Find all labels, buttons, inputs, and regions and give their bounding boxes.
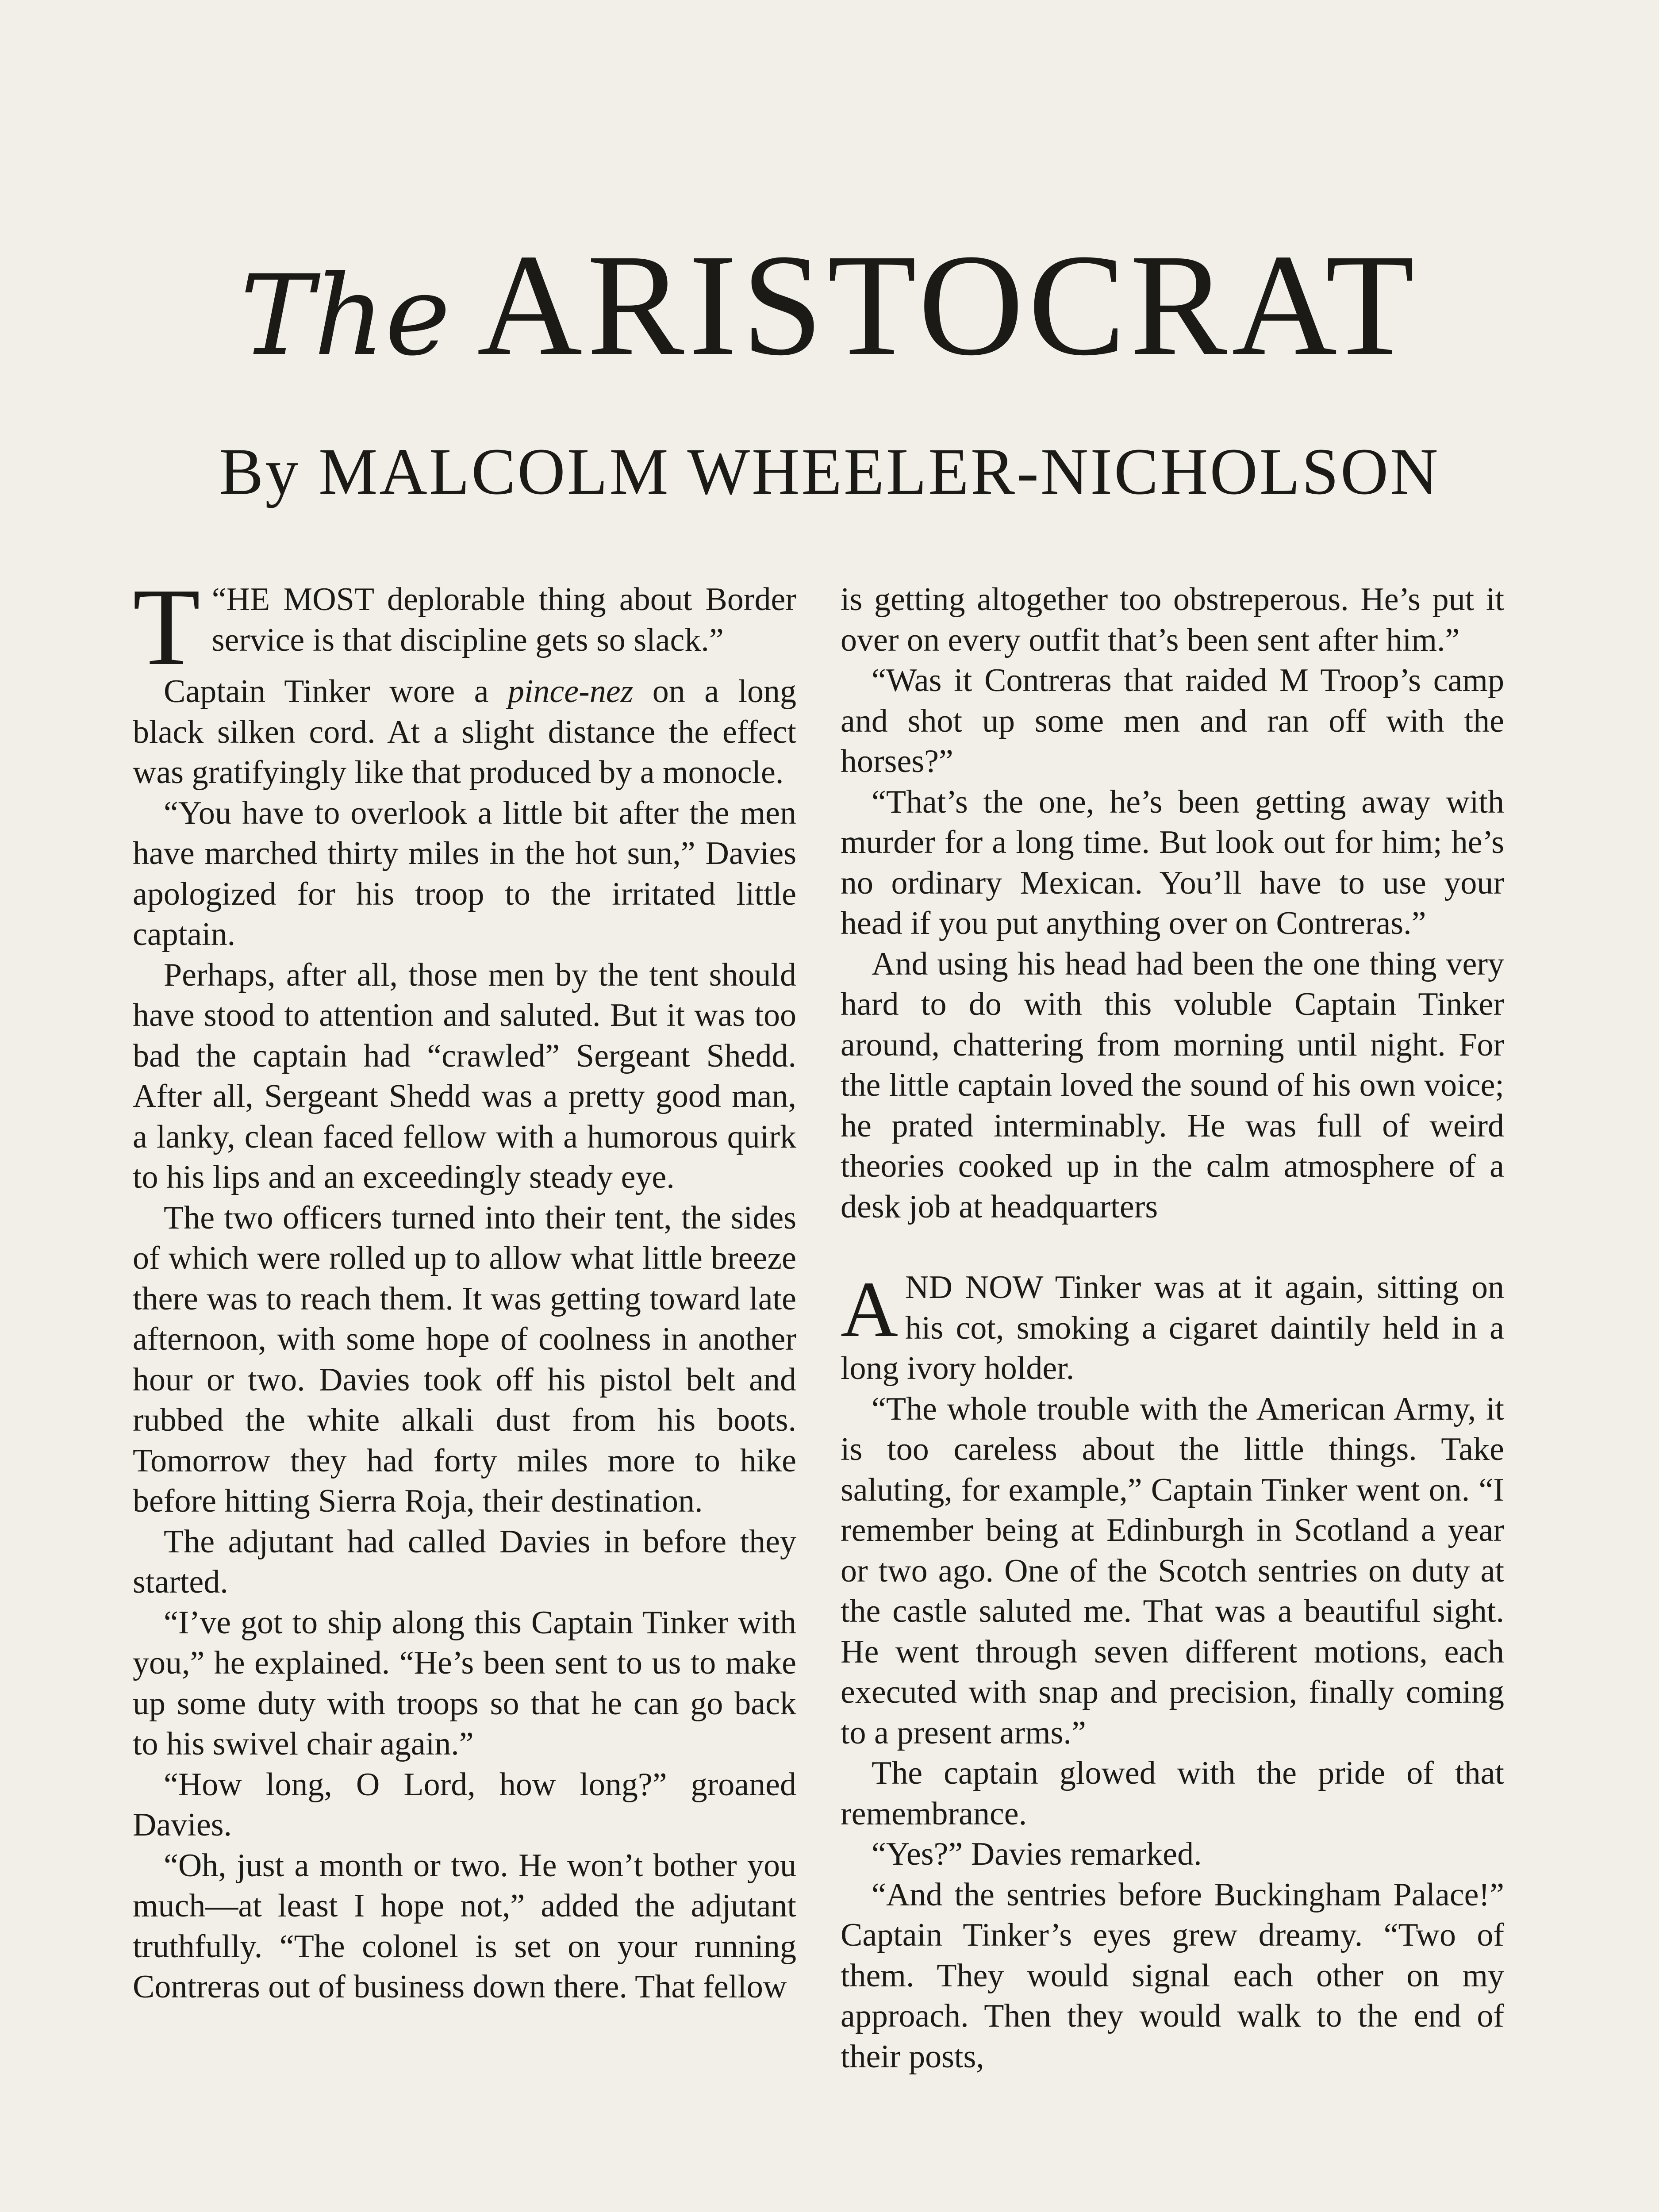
paragraph: And using his head had been the one thing very hard to do with this voluble Captain Tinker around, chattering from morning until night. For the little captain loved the sound of his own voice; he prated interminably. He was full of weird theories cooked up in the calm atmosphere of a desk job at headquarters [841,945,1504,1225]
paragraph: “I’ve got to ship along this Captain Tinker with you,” he explained. “He’s been sent to us to make up some duty with troops so that he can go back to his swivel chair again.” [133,1604,796,1762]
paragraph: “Oh, just a month or two. He won’t bother you much—at least I hope not,” added the adjutant truthfully. “The colonel is set on your running Contreras out of business down there. That fellow [133,1847,796,2005]
italic-text: pince-nez [507,673,634,710]
paragraph [133,672,796,793]
paragraph: “Yes?” Davies remarked. [872,1836,1202,1872]
opening-text: HE MOST deplorable thing about Border service is that discipline gets so slack.” [211,581,796,658]
paragraph: “The whole trouble with the American Army, it is too careless about the little things. Take saluting, for example,” Captain Tinker went on. “I remember being at Edinburgh in Scotland a year or two ago. One of the Scotch sentries on duty at the castle saluted me. That was a beautiful sight. He went through seven different motions, each executed with snap and precision, finally coming to a present arms.” [841,1390,1504,1751]
section-opening-text: ND NOW Tinker was at it again, sitting on his cot, smoking a cigaret daintily held in a long ivory holder. [841,1269,1504,1386]
title-prefix: The [240,251,451,380]
paragraph: The captain glowed with the pride of that remembrance. [841,1755,1504,1832]
drop-cap-t: T [133,566,200,688]
byline: By MALCOLM WHEELER-NICHOLSON [219,435,1440,508]
opening-paragraph [133,566,796,688]
continuation-paragraph: is getting altogether too obstreperous. He’s put it over on every outfit that’s been sent after him.” [841,581,1504,658]
paragraph: “You have to overlook a little bit after the men have marched thirty miles in the hot sun,” Davies apologized for his troop to the irritated little captain. [133,795,796,952]
paragraph-text: on a long black silken cord. At a slight distance the effect was gratifyingly like that produced by a monocle. [133,673,797,791]
paragraph: “How long, O Lord, how long?” groaned Davies. [133,1766,796,1843]
paragraph: “That’s the one, he’s been getting away with murder for a long time. But look out for him; he’s no ordinary Mexican. You’ll have to use your head if you put anything over on Contreras.” [841,783,1504,941]
paragraph-text: Captain Tinker wore a [164,673,508,710]
opening-quote-mark: “ [211,581,227,618]
title-main: ARISTOCRAT [477,224,1419,386]
section-opening-paragraph [841,1267,1504,1389]
paragraph: “And the sentries before Buckingham Palace!” Captain Tinker’s eyes grew dreamy. “Two of them. They would signal each other on my approach. Then they would walk to the end of their posts, [841,1876,1504,2075]
right-column [841,580,1504,2077]
paragraph: The adjutant had called Davies in before they started. [133,1523,796,1600]
drop-cap-a: A [841,1265,898,1353]
paragraph: “Was it Contreras that raided M Troop’s camp and shot up some men and ran off with the horses?” [841,662,1504,780]
story-title [0,221,1659,407]
paragraph: The two officers turned into their tent, the sides of which were rolled up to allow what little breeze there was to reach them. It was getting toward late afternoon, with some hope of coolness in another hour or two. Davies took off his pistol belt and rubbed the white alkali dust from his boots. Tomorrow they had forty miles more to hike before hitting Sierra Roja, their destination. [133,1199,796,1519]
paragraph: Perhaps, after all, those men by the tent should have stood to attention and saluted. But it was too bad the captain had “crawled” Sergeant Shedd. After all, Sergeant Shedd was a pretty good man, a lanky, clean faced fellow with a humorous quirk to his lips and an exceedingly steady eye. [133,956,796,1195]
left-column [133,566,797,2008]
